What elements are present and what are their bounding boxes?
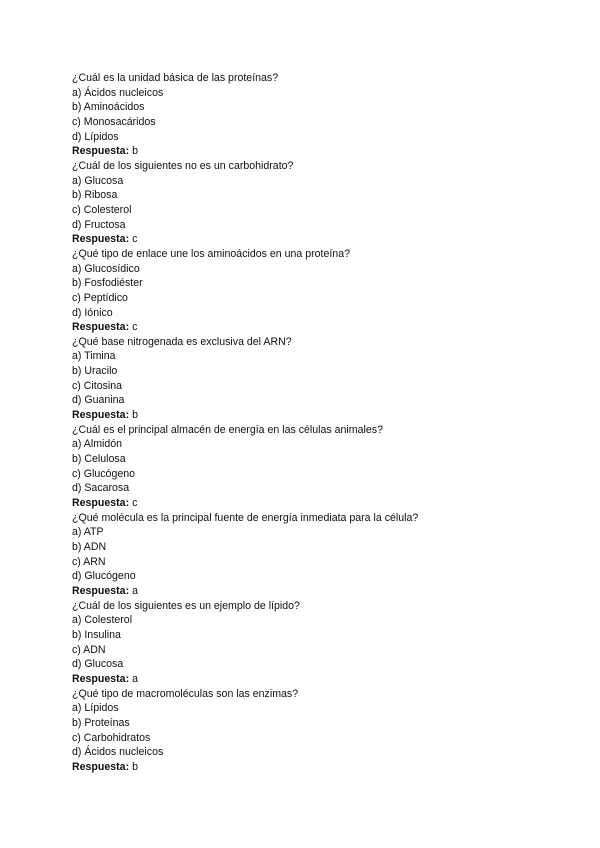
answer-label: Respuesta: xyxy=(72,497,130,510)
answer-value: c xyxy=(132,233,138,246)
answer-label: Respuesta: xyxy=(72,233,130,246)
answer-option: a) Timina xyxy=(72,350,116,363)
answer-value: b xyxy=(132,145,138,158)
answer-option: a) Glucosa xyxy=(72,174,124,187)
answer-line xyxy=(72,760,572,775)
answer-option: a) ATP xyxy=(72,526,104,539)
answer-option: b) Ribosa xyxy=(72,189,118,202)
question-block xyxy=(72,71,572,159)
answer-option: a) Colesterol xyxy=(72,614,133,627)
answer-value: c xyxy=(132,321,138,334)
answer-option: b) ADN xyxy=(72,541,107,553)
answer-option: c) Citosina xyxy=(72,379,123,392)
answer-line xyxy=(72,144,572,159)
answer-option: c) Carbohidratos xyxy=(72,731,151,744)
question-block xyxy=(72,423,572,511)
question-text: ¿Qué tipo de macromoléculas son las enzimas? xyxy=(72,687,299,700)
question-block xyxy=(72,247,572,335)
question-text: ¿Qué molécula es la principal fuente de energía inmediata para la célula? xyxy=(72,511,419,524)
answer-option: d) Glucosa xyxy=(72,658,124,671)
answer-label: Respuesta: xyxy=(72,321,130,334)
answer-option: d) Lípidos xyxy=(72,130,119,143)
answer-option: c) ARN xyxy=(72,555,106,568)
answer-label: Respuesta: xyxy=(72,145,130,158)
answer-line xyxy=(72,408,572,423)
answer-option: d) Sacarosa xyxy=(72,482,130,495)
answer-option: a) Ácidos nucleicos xyxy=(72,86,164,99)
answer-value: a xyxy=(132,672,138,685)
answer-option: c) Colesterol xyxy=(72,203,132,216)
answer-line xyxy=(72,232,572,247)
answer-option: b) Proteínas xyxy=(72,716,130,729)
question-list xyxy=(72,71,572,775)
answer-option: b) Fosfodiéster xyxy=(72,277,143,290)
question-text: ¿Qué base nitrogenada es exclusiva del ARN? xyxy=(72,335,292,348)
answer-line xyxy=(72,496,572,511)
question-block xyxy=(72,511,572,599)
answer-value: a xyxy=(132,584,138,597)
answer-option: d) Ácidos nucleicos xyxy=(72,746,164,759)
answer-line xyxy=(72,584,572,599)
answer-option: b) Insulina xyxy=(72,628,121,641)
question-text: ¿Cuál de los siguientes no es un carbohidrato? xyxy=(72,159,294,172)
answer-value: b xyxy=(132,760,138,773)
answer-option: c) ADN xyxy=(72,643,106,656)
question-text: ¿Cuál es el principal almacén de energía en las células animales? xyxy=(72,423,383,436)
answer-option: c) Monosacáridos xyxy=(72,115,156,128)
answer-label: Respuesta: xyxy=(72,760,130,773)
answer-option: b) Uracilo xyxy=(72,365,118,378)
question-block xyxy=(72,159,572,247)
answer-label: Respuesta: xyxy=(72,409,130,422)
answer-option: a) Lípidos xyxy=(72,702,119,715)
answer-line xyxy=(72,672,572,687)
answer-option: d) Guanina xyxy=(72,394,125,407)
quiz-page xyxy=(72,71,572,775)
answer-option: b) Aminoácidos xyxy=(72,101,145,114)
answer-option: a) Glucosídico xyxy=(72,262,140,275)
question-text: ¿Cuál es la unidad básica de las proteínas? xyxy=(72,72,279,84)
answer-line xyxy=(72,320,572,335)
answer-option: d) Glucógeno xyxy=(72,570,136,583)
question-block xyxy=(72,599,572,687)
question-text: ¿Qué tipo de enlace une los aminoácidos en una proteína? xyxy=(72,247,350,260)
answer-option: c) Peptídico xyxy=(72,291,128,304)
answer-option: d) Iónico xyxy=(72,306,113,319)
answer-value: b xyxy=(132,409,138,422)
answer-value: c xyxy=(132,497,138,510)
answer-option: d) Fructosa xyxy=(72,218,126,231)
answer-option: b) Celulosa xyxy=(72,453,126,466)
question-block xyxy=(72,335,572,423)
answer-label: Respuesta: xyxy=(72,584,130,597)
question-text: ¿Cuál de los siguientes es un ejemplo de lípido? xyxy=(72,599,300,612)
answer-label: Respuesta: xyxy=(72,672,130,685)
answer-option: c) Glucógeno xyxy=(72,467,136,480)
answer-option: a) Almidón xyxy=(72,438,123,451)
question-block xyxy=(72,687,572,775)
